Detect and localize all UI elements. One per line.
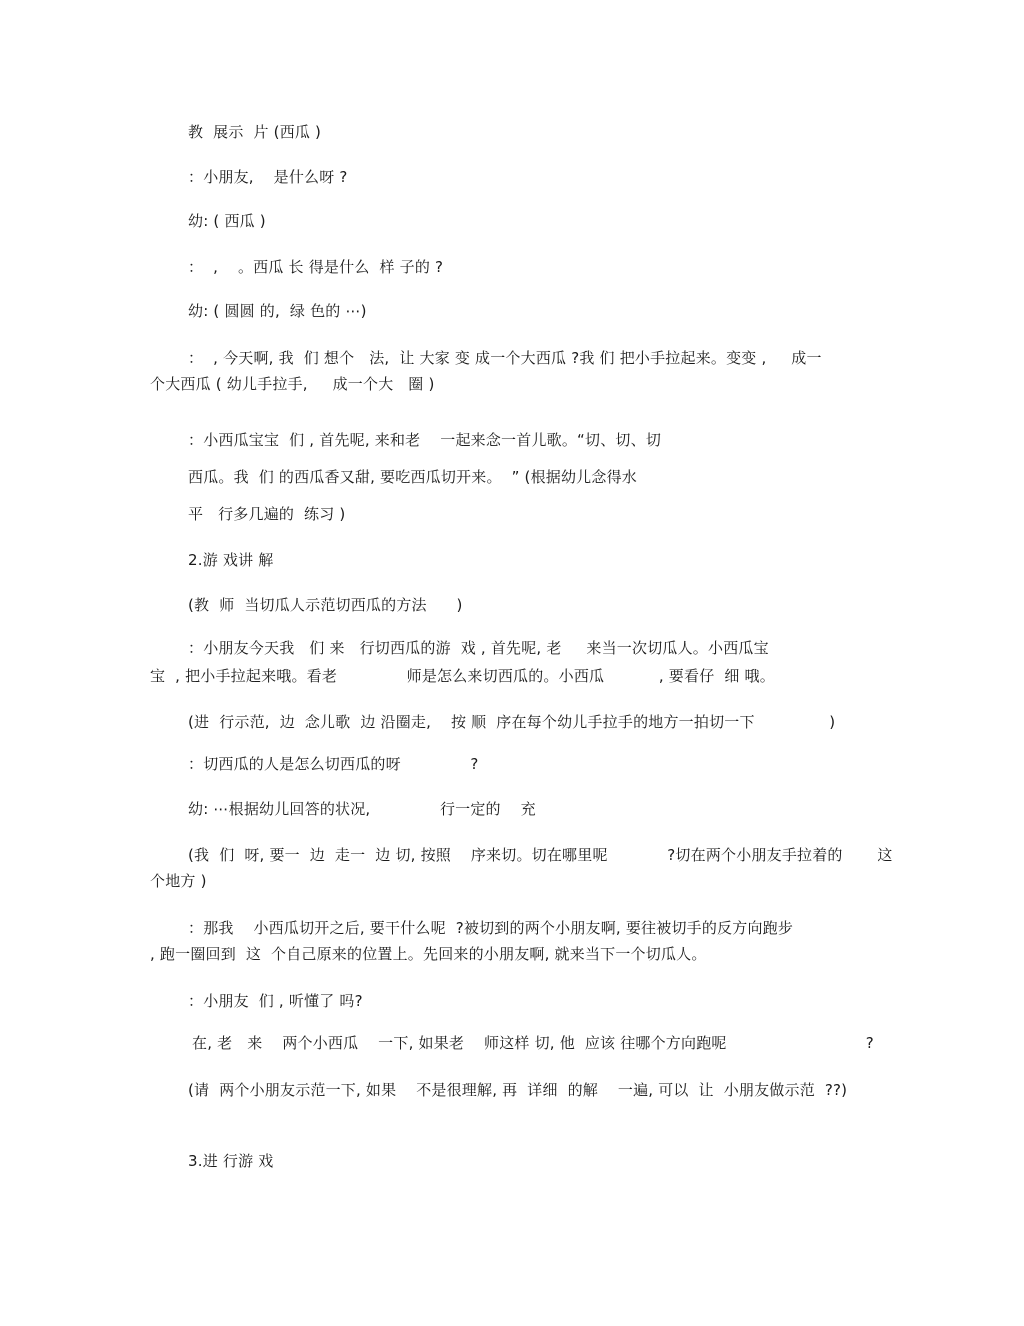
text-line: ：小朋友今天我 们 来 行切西瓜的游 戏 , 首先呢, 老 来当一次切瓜人。小西瓜宝 bbox=[188, 639, 769, 657]
text-line: ：切西瓜的人是怎么切西瓜的呀 ? bbox=[188, 755, 479, 773]
section-heading: 3.进 行游 戏 bbox=[188, 1152, 274, 1170]
text-line: 幼: ( 西瓜 ) bbox=[188, 212, 266, 230]
text-line: ：小朋友, 是什么呀 ? bbox=[188, 168, 348, 186]
text-line: 宝 , 把小手拉起来哦。看老 师是怎么来切西瓜的。小西瓜 , 要看仔 细 哦。 bbox=[150, 667, 775, 685]
text-line: 平 行多几遍的 练习 ) bbox=[188, 505, 346, 523]
text-line: 个大西瓜 ( 幼儿手拉手, 成一个大 圈 ) bbox=[150, 375, 435, 393]
text-line: 西瓜。我 们 的西瓜香又甜, 要吃西瓜切开来。 ” (根据幼儿念得水 bbox=[188, 468, 637, 486]
text-line: 在, 老 来 两个小西瓜 一下, 如果老 师这样 切, 他 应该 往哪个方向跑呢 ? bbox=[192, 1034, 874, 1052]
text-line: (进 行示范, 边 念儿歌 边 沿圈走, 按 顺 序在每个幼儿手拉手的地方一拍切一下 ) bbox=[188, 713, 836, 731]
text-line: (请 两个小朋友示范一下, 如果 不是很理解, 再 详细 的解 一遍, 可以 让 小朋友做示范 ??) bbox=[188, 1081, 848, 1099]
text-line: 幼: ⋯根据幼儿回答的状况, 行一定的 充 bbox=[188, 800, 536, 818]
text-line: ： , 今天啊, 我 们 想个 法, 让 大家 变 成一个大西瓜 ?我 们 把小手拉起来。变变 , 成一 bbox=[188, 349, 822, 367]
text-line: , 跑一圈回到 这 个自己原来的位置上。先回来的小朋友啊, 就来当下一个切瓜人。 bbox=[150, 945, 707, 963]
text-line: ：那我 小西瓜切开之后, 要干什么呢 ?被切到的两个小朋友啊, 要往被切手的反方向跑步 bbox=[188, 919, 794, 937]
text-line: ：小朋友 们 , 听懂了 吗? bbox=[188, 992, 363, 1010]
text-line: ：小西瓜宝宝 们 , 首先呢, 来和老 一起来念一首儿歌。“切、切、切 bbox=[188, 431, 662, 449]
text-line: (我 们 呀, 要一 边 走一 边 切, 按照 序来切。切在哪里呢 ?切在两个小朋友手拉着的 这 bbox=[188, 846, 893, 864]
text-line: 个地方 ) bbox=[150, 872, 207, 890]
text-line: 教 展示 片 (西瓜 ) bbox=[188, 123, 322, 141]
text-line: ： , 。西瓜 长 得是什么 样 子的 ? bbox=[188, 258, 444, 276]
text-line: 幼: ( 圆圆 的, 绿 色的 ⋯) bbox=[188, 302, 367, 320]
section-heading: 2.游 戏讲 解 bbox=[188, 551, 274, 569]
text-line: (教 师 当切瓜人示范切西瓜的方法 ) bbox=[188, 596, 463, 614]
